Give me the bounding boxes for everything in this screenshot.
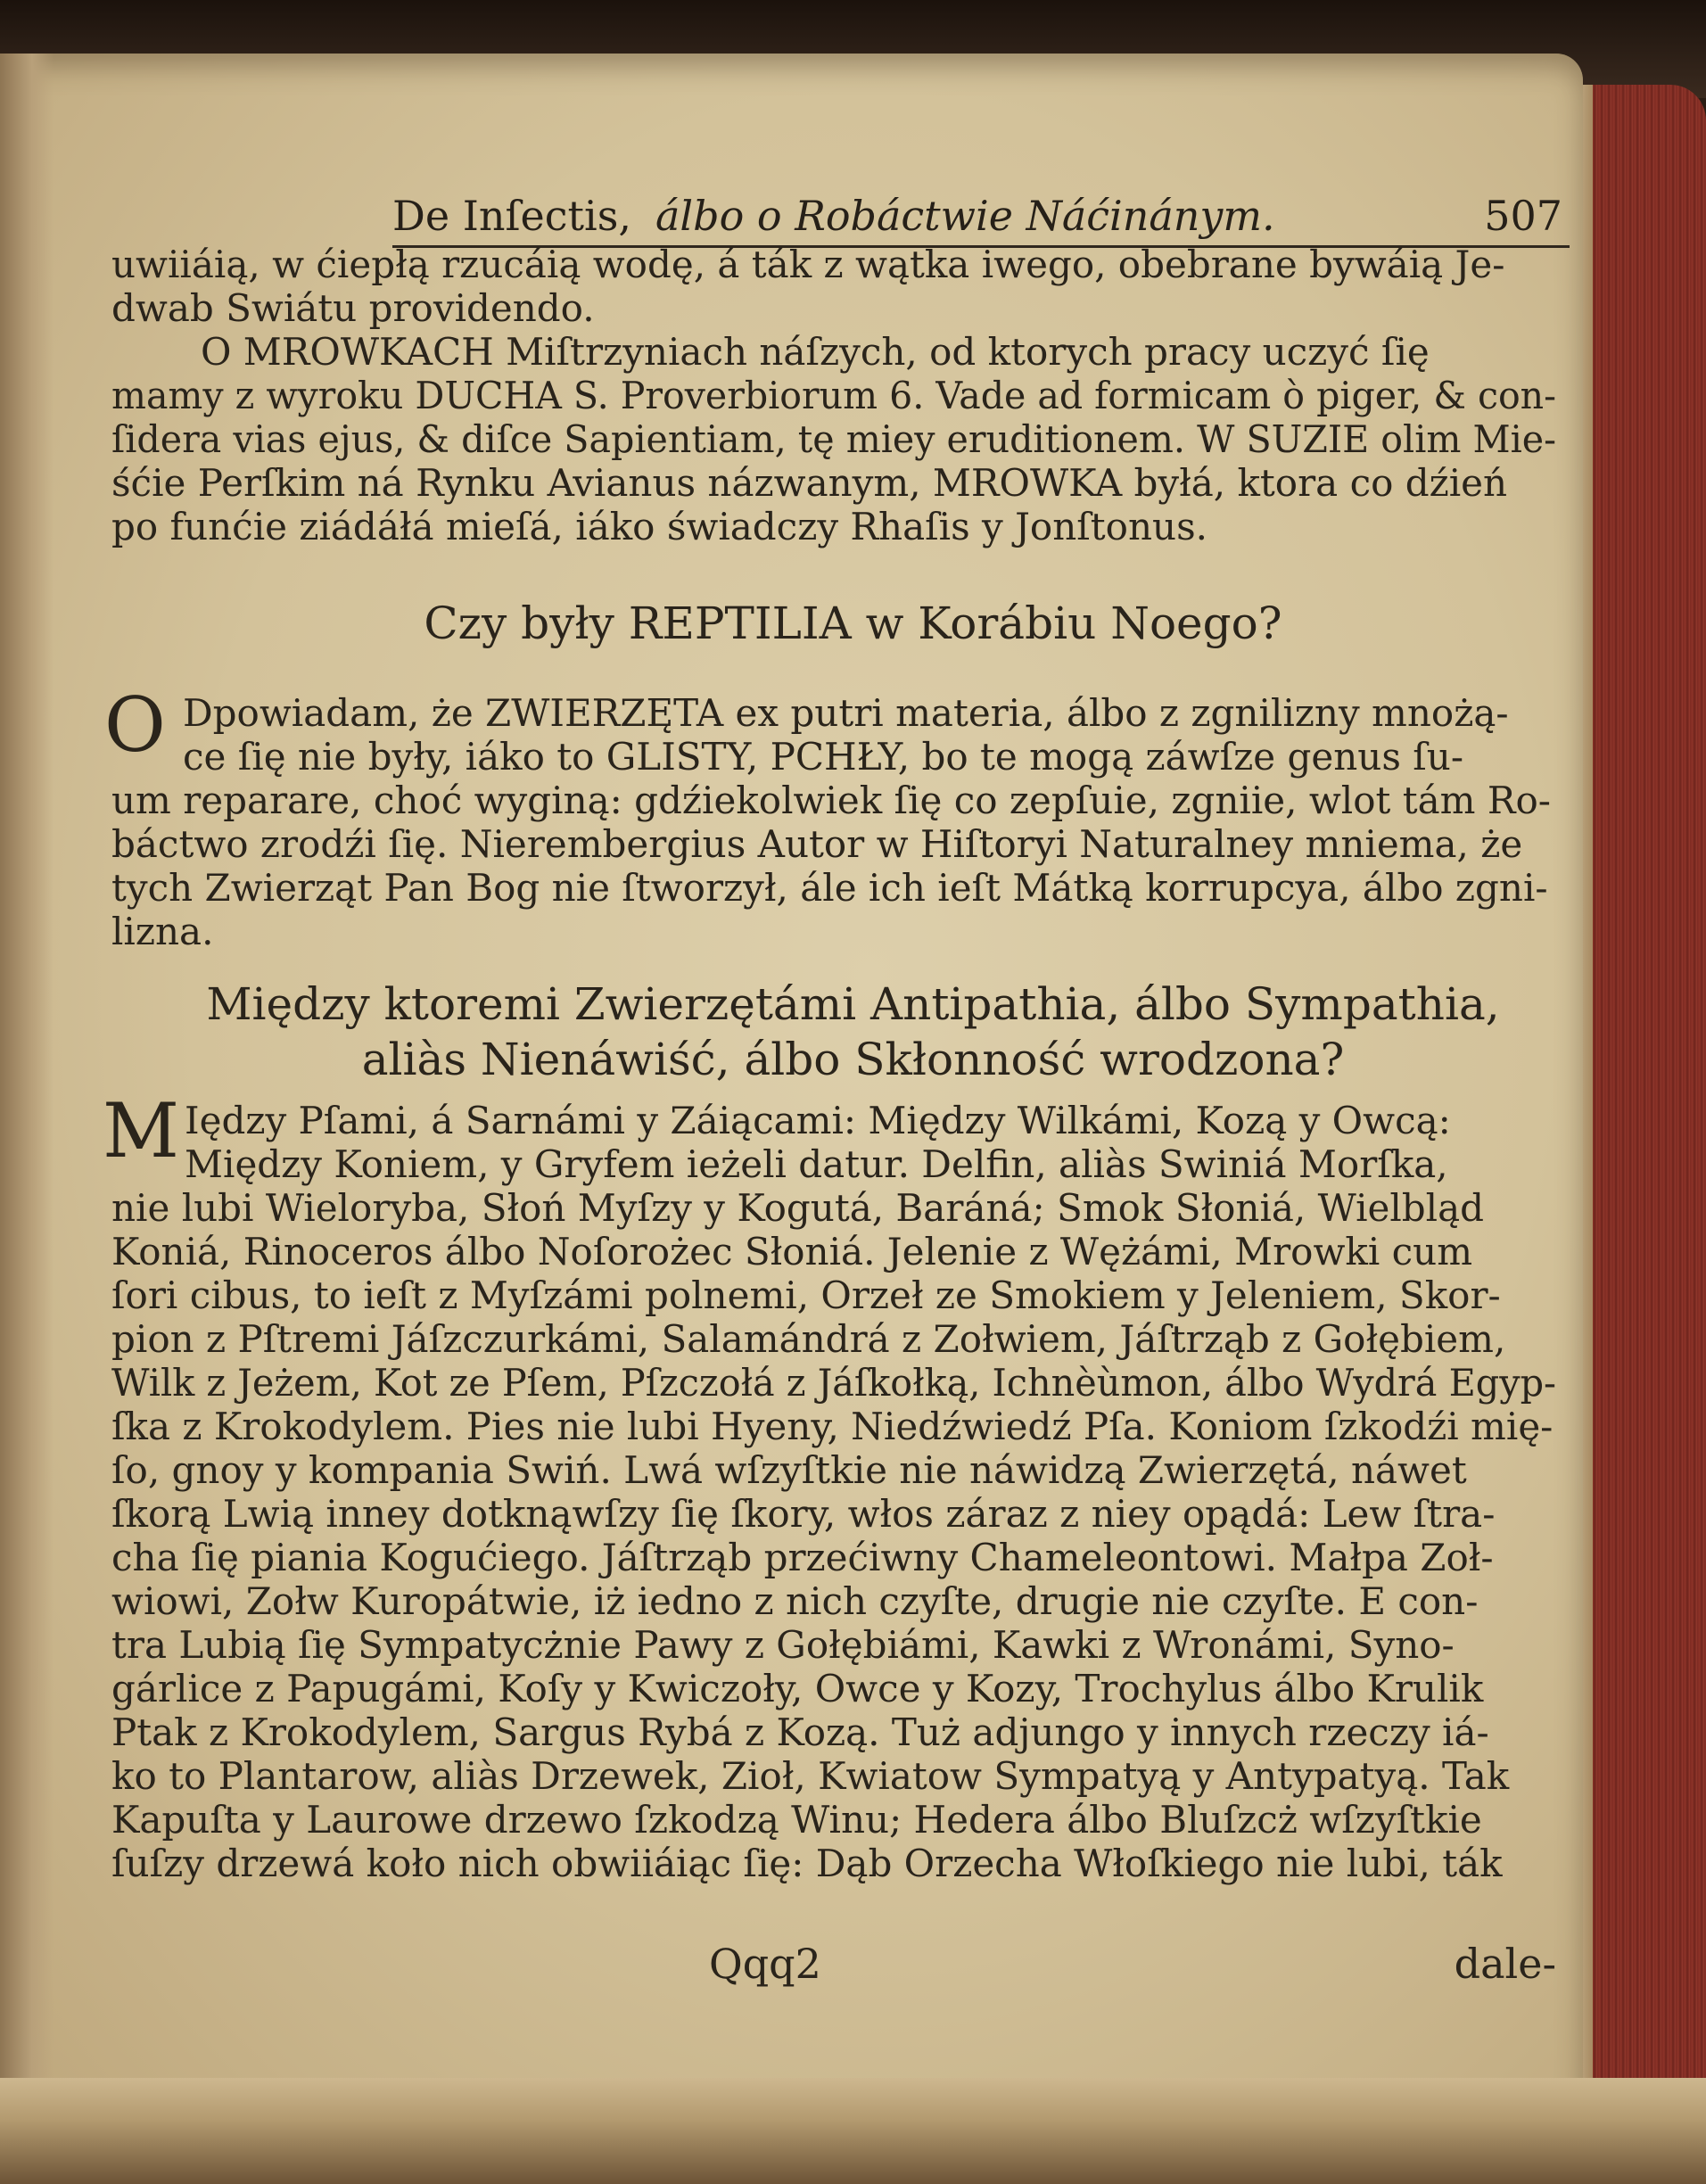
- text-line: Dpowiadam, że ZWIERZĘTA ex putri materia, álbo z zgnilizny mnożą-: [183, 691, 1509, 735]
- running-head-title: De Inſectis,: [392, 192, 631, 240]
- text-line: um reparare, choć wyginą: gdźiekolwiek ſię co zepſuie, zgniie, wlot tám Ro-: [111, 779, 1551, 822]
- running-head: [392, 183, 1570, 248]
- red-fore-edge: [1583, 85, 1706, 2136]
- text-line: Iędzy Pſami, á Sarnámi y Záiącami: Między Wilkámi, Kozą y Owcą:: [185, 1099, 1451, 1142]
- text-line: Wilk z Jeżem, Kot ze Pſem, Pſzczołá z Jáſkołką, Ichnèùmon, álbo Wydrá Egyp-: [111, 1361, 1556, 1405]
- signature-mark: Qqq2: [709, 1940, 821, 1988]
- text-line: Koniá, Rinoceros álbo Noſorożec Słoniá. Jelenie z Wężámi, Mrowki cum: [111, 1230, 1473, 1273]
- text-line: ſkorą Lwią inney dotknąwſzy ſię ſkory, włos záraz z niey opądá: Lew ſtra-: [111, 1492, 1496, 1536]
- text-line: ce ſię nie były, iáko to GLISTY, PCHŁY, bo te mogą záwſze genus ſu-: [183, 735, 1464, 779]
- text-line: śćie Perſkim ná Rynku Avianus názwanym, MROWKA byłá, ktora co dźień: [111, 461, 1508, 505]
- text-line: ſori cibus, to ieſt z Myſzámi polnemi, Orzeł ze Smokiem y Jeleniem, Skor-: [111, 1273, 1501, 1317]
- running-head-subtitle: álbo o Robáctwie Náćinánym.: [655, 192, 1275, 240]
- text-line: wiowi, Zołw Kuropátwie, iż iedno z nich czyſte, drugie nie czyſte. E con-: [111, 1579, 1479, 1623]
- text-line: Między Koniem, y Gryfem ieżeli datur. Delfin, aliàs Swiniá Morſka,: [185, 1142, 1448, 1186]
- heading-line-1: Między ktoremi Zwierzętámi Antipathia, álbo Sympathia,: [206, 978, 1500, 1030]
- text-line: ko to Plantarow, aliàs Drzewek, Zioł, Kwiatow Sympatyą y Antypatyą. Tak: [111, 1754, 1510, 1798]
- drop-cap: O: [104, 681, 166, 769]
- section-heading-reptilia: Czy były REPTILIA w Korábiu Noego?: [424, 598, 1282, 649]
- text-line: lizna.: [111, 910, 214, 953]
- paragraph-reptilia-answer: [104, 681, 1556, 953]
- text-line: Ptak z Krokodylem, Sargus Rybá z Kozą. Tuż adjungo y innych rzeczy iá-: [111, 1710, 1489, 1754]
- heading-line-2: aliàs Nienáwiść, álbo Skłonność wrodzona?: [361, 1034, 1345, 1085]
- paragraph-antipathia: [103, 1087, 1556, 1885]
- text-line: ſka z Krokodylem. Pies nie lubi Hyeny, Niedźwiedź Pſa. Koniom ſzkodźi mię-: [111, 1405, 1554, 1448]
- text-line: cha ſię piania Kogućiego. Jáſtrząb przećiwny Chameleontowi. Małpa Zoł-: [111, 1536, 1494, 1579]
- paragraph-silk-ants: [111, 243, 1556, 548]
- page-bottom-edge: [0, 2078, 1706, 2184]
- text-line: nie lubi Wieloryba, Słoń Myſzy y Kogutá, Baráná; Smok Słoniá, Wielbląd: [111, 1186, 1485, 1230]
- text-line: ſidera vias ejus, & diſce Sapientiam, tę miey eruditionem. W SUZIE olim Mie-: [111, 417, 1556, 461]
- text-line: O MROWKACH Miſtrzyniach náſzych, od ktorych pracy uczyć ſię: [201, 330, 1430, 374]
- text-line: ſuſzy drzewá koło nich obwiiáiąc ſię: Dąb Orzecha Włoſkiego nie lubi, ták: [111, 1842, 1503, 1885]
- text-line: pion z Pſtremi Jáſzczurkámi, Salamándrá z Zołwiem, Jáſtrząb z Gołębiem,: [111, 1317, 1506, 1361]
- text-line: mamy z wyroku DUCHA S. Proverbiorum 6. Vade ad formicam ò piger, & con-: [111, 374, 1556, 417]
- catchword: dale-: [1454, 1940, 1556, 1988]
- page-footer: [111, 1940, 1556, 1993]
- text-line: ſo, gnoy y kompania Swiń. Lwá wſzyſtkie nie náwidzą Zwierzętá, náwet: [111, 1448, 1467, 1492]
- text-line: Kapuſta y Laurowe drzewo ſzkodzą Winu; Hedera álbo Bluſzcż wſzyſtkie: [111, 1798, 1482, 1842]
- text-line: tych Zwierząt Pan Bog nie ſtworzył, ále ich ieſt Mátką korrupcya, álbo zgni-: [111, 866, 1548, 910]
- section-heading-antipathia: [0, 977, 1706, 1087]
- text-line: gárlice z Papugámi, Koſy y Kwiczoły, Owce y Kozy, Trochylus álbo Krulik: [111, 1667, 1484, 1710]
- text-line: tra Lubią ſię Sympatycżnie Pawy z Gołębiámi, Kawki z Wronámi, Syno-: [111, 1623, 1455, 1667]
- text-line: báctwo zrodźi ſię. Nierembergius Autor w Hiſtoryi Naturalney mniema, że: [111, 822, 1523, 866]
- text-line: uwiiáią, w ćiepłą rzucáią wodę, á ták z wątka iwego, obebrane bywáią Je-: [111, 243, 1505, 286]
- text-line: po funćie ziádáłá mieſá, iáko świadczy Rhaſis y Jonſtonus.: [111, 505, 1207, 548]
- text-line: dwab Swiátu providendo.: [111, 286, 595, 330]
- drop-cap: M: [103, 1087, 180, 1174]
- page-number: 507: [1484, 192, 1562, 240]
